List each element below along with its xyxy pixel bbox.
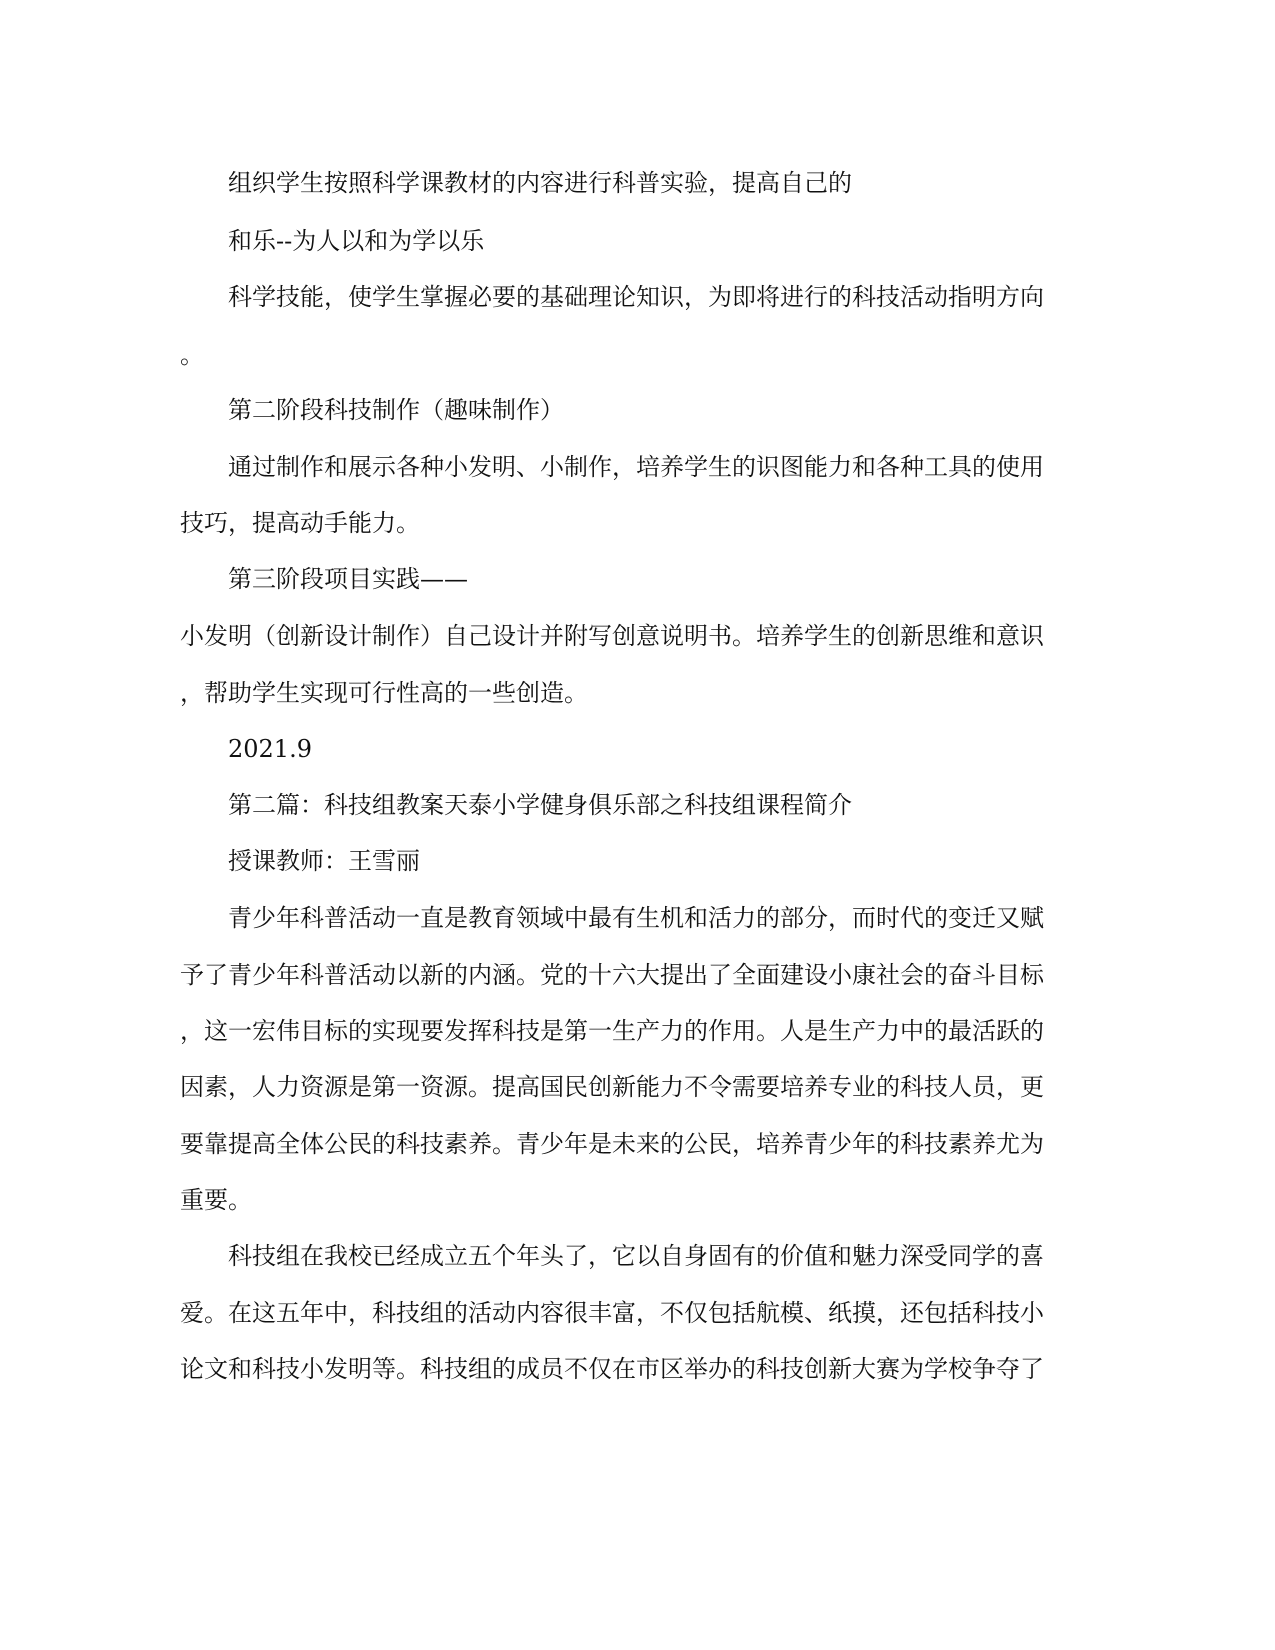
section-heading: 第二阶段科技制作（趣味制作） <box>228 396 564 424</box>
paragraph-line: 予了青少年科普活动以新的内涵。党的十六大提出了全面建设小康社会的奋斗目标 <box>180 961 1044 989</box>
paragraph-line: 科学技能，使学生掌握必要的基础理论知识，为即将进行的科技活动指明方向 <box>228 283 1044 311</box>
paragraph-line: 因素，人力资源是第一资源。提高国民创新能力不令需要培养专业的科技人员，更 <box>180 1073 1044 1101</box>
paragraph-line: 组织学生按照科学课教材的内容进行科普实验，提高自己的 <box>228 169 852 197</box>
teacher-line: 授课教师：王雪丽 <box>228 847 420 875</box>
paragraph-line: 。 <box>180 341 204 369</box>
date-line: 2021.9 <box>228 735 312 763</box>
paragraph-line: ，这一宏伟目标的实现要发挥科技是第一生产力的作用。人是生产力中的最活跃的 <box>180 1017 1044 1045</box>
section-heading: 第三阶段项目实践—— <box>228 565 468 593</box>
article-title: 第二篇：科技组教案天泰小学健身俱乐部之科技组课程简介 <box>228 791 852 819</box>
paragraph-line: 技巧，提高动手能力。 <box>180 509 420 537</box>
paragraph-line: 小发明（创新设计制作）自己设计并附写创意说明书。培养学生的创新思维和意识 <box>180 622 1044 650</box>
paragraph-line: 要靠提高全体公民的科技素养。青少年是未来的公民，培养青少年的科技素养尤为 <box>180 1130 1044 1158</box>
paragraph-line: 青少年科普活动一直是教育领域中最有生机和活力的部分，而时代的变迁又赋 <box>228 904 1044 932</box>
paragraph-line: ，帮助学生实现可行性高的一些创造。 <box>180 679 588 707</box>
paragraph-line: 通过制作和展示各种小发明、小制作，培养学生的识图能力和各种工具的使用 <box>228 453 1044 481</box>
paragraph-line: 论文和科技小发明等。科技组的成员不仅在市区举办的科技创新大赛为学校争夺了 <box>180 1355 1044 1383</box>
paragraph-line: 爱。在这五年中，科技组的活动内容很丰富，不仅包括航模、纸摸，还包括科技小 <box>180 1299 1044 1327</box>
paragraph-line: 科技组在我校已经成立五个年头了，它以自身固有的价值和魅力深受同学的喜 <box>228 1242 1044 1270</box>
paragraph-line: 和乐--为人以和为学以乐 <box>228 227 485 255</box>
paragraph-line: 重要。 <box>180 1186 252 1214</box>
